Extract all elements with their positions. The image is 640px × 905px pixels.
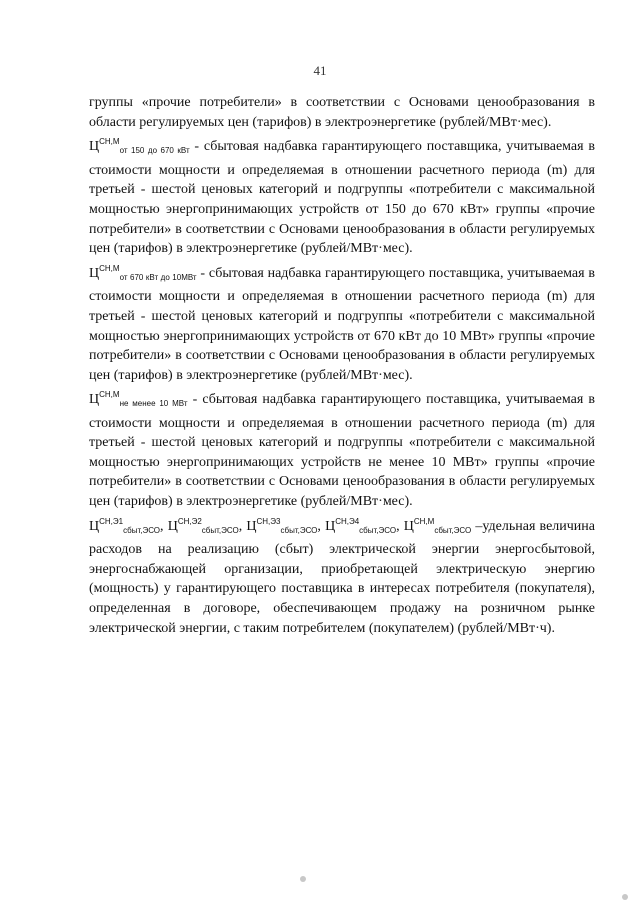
paragraph-eso-costs [89, 512, 595, 639]
formula-separator: , [238, 518, 247, 534]
formula-symbol: Ц [167, 518, 178, 534]
paragraph-text: - сбытовая надбавка гарантирующего поставщика, учитываемая в стоимости мощности и определяемая в отношении расчетного периода (m) для третьей - шестой ценовых категорий и подгруппы «потребители с максимальной мощностью энергопринимающих устройств от 150 до 670 кВт» группы «прочие потребители» в соответствии с Основами ценообразования в области регулируемых цен (тарифов) в электроэнергетике (рублей/МВт·мес). [89, 139, 595, 257]
formula-symbol-group [89, 516, 475, 535]
formula-subscript: сбыт,ЭСО [434, 525, 472, 535]
scan-speck [300, 876, 306, 882]
formula-superscript: СН,М [99, 263, 120, 273]
formula-symbol: Ц [246, 518, 257, 534]
formula-symbol: Ц [89, 139, 100, 155]
formula-subscript: сбыт,ЭСО [280, 525, 318, 535]
paragraph-tariff-150-670 [89, 132, 595, 259]
formula-separator: , [160, 518, 168, 534]
text-block-upper [89, 93, 595, 385]
paragraph-tariff-670-10 [89, 259, 595, 386]
text-block-lower [89, 385, 595, 638]
formula-superscript: СН,Э3 [256, 516, 281, 526]
formula-symbol: Ц [403, 518, 414, 534]
formula-superscript: СН,М [413, 516, 435, 526]
formula-superscript: СН,М [99, 137, 120, 147]
paragraph-tariff-over-10 [89, 385, 595, 512]
formula-superscript: СН,Э2 [177, 516, 202, 526]
formula-superscript: СН,Э1 [99, 516, 124, 526]
formula-subscript: от 670 кВт до 10МВт [119, 272, 197, 282]
paragraph-text: - сбытовая надбавка гарантирующего поставщика, учитываемая в стоимости мощности и определяемая в отношении расчетного периода (m) для третьей - шестой ценовых категорий и подгруппы «потребители с максимальной мощностью энергопринимающих устройств не менее 10 МВт» группы «прочие потребители» в соответствии с Основами ценообразования в области регулируемых цен (тарифов) в электроэнергетике (рублей/МВт·мес). [89, 392, 595, 509]
formula-subscript: не менее 10 МВт [119, 399, 188, 408]
paragraph-text: –удельная величина расходов на реализацию (сбыт) электрической энергии энергосбытовой, энергоснабжающей организации, приобретающей электрическую энергию (мощность) у гарантирующего поставщика в интересах потребителя (покупателя), определенная в договоре, обеспечивающем продажу на розничном рынке электрической энергии, с таким потребителем (покупателем) (рублей/МВт·ч). [89, 518, 596, 636]
formula-separator: , [396, 518, 404, 534]
formula-symbol: Ц [89, 392, 100, 407]
formula-subscript: сбыт,ЭСО [359, 525, 397, 535]
formula-subscript: сбыт,ЭСО [123, 525, 161, 535]
formula-superscript: СН,М [99, 390, 120, 399]
paragraph-text: - сбытовая надбавка гарантирующего поставщика, учитываемая в стоимости мощности и определяемая в отношении расчетного периода (m) для третьей - шестой ценовых категорий и подгруппы «потребители с максимальной мощностью энергопринимающих устройств от 670 кВт до 10 МВт» группы «прочие потребители» в соответствии с Основами ценообразования в области регулируемых цен (тарифов) в электроэнергетике (рублей/МВт·мес). [89, 265, 595, 383]
paragraph-continuation: группы «прочие потребители» в соответствии с Основами ценообразования в области регулируемых цен (тарифов) в электроэнергетике (рублей/МВт·мес). [89, 95, 595, 130]
formula-subscript: от 150 до 670 кВт [119, 146, 190, 156]
formula-symbol: Ц [89, 265, 100, 281]
formula-superscript: СН,Э4 [335, 516, 360, 526]
formula-separator: , [317, 518, 326, 534]
scan-speck [622, 894, 628, 900]
formula-symbol: Ц [325, 518, 336, 534]
page-number: 41 [313, 63, 327, 78]
formula-symbol: Ц [89, 518, 100, 534]
formula-subscript: сбыт,ЭСО [201, 525, 239, 535]
